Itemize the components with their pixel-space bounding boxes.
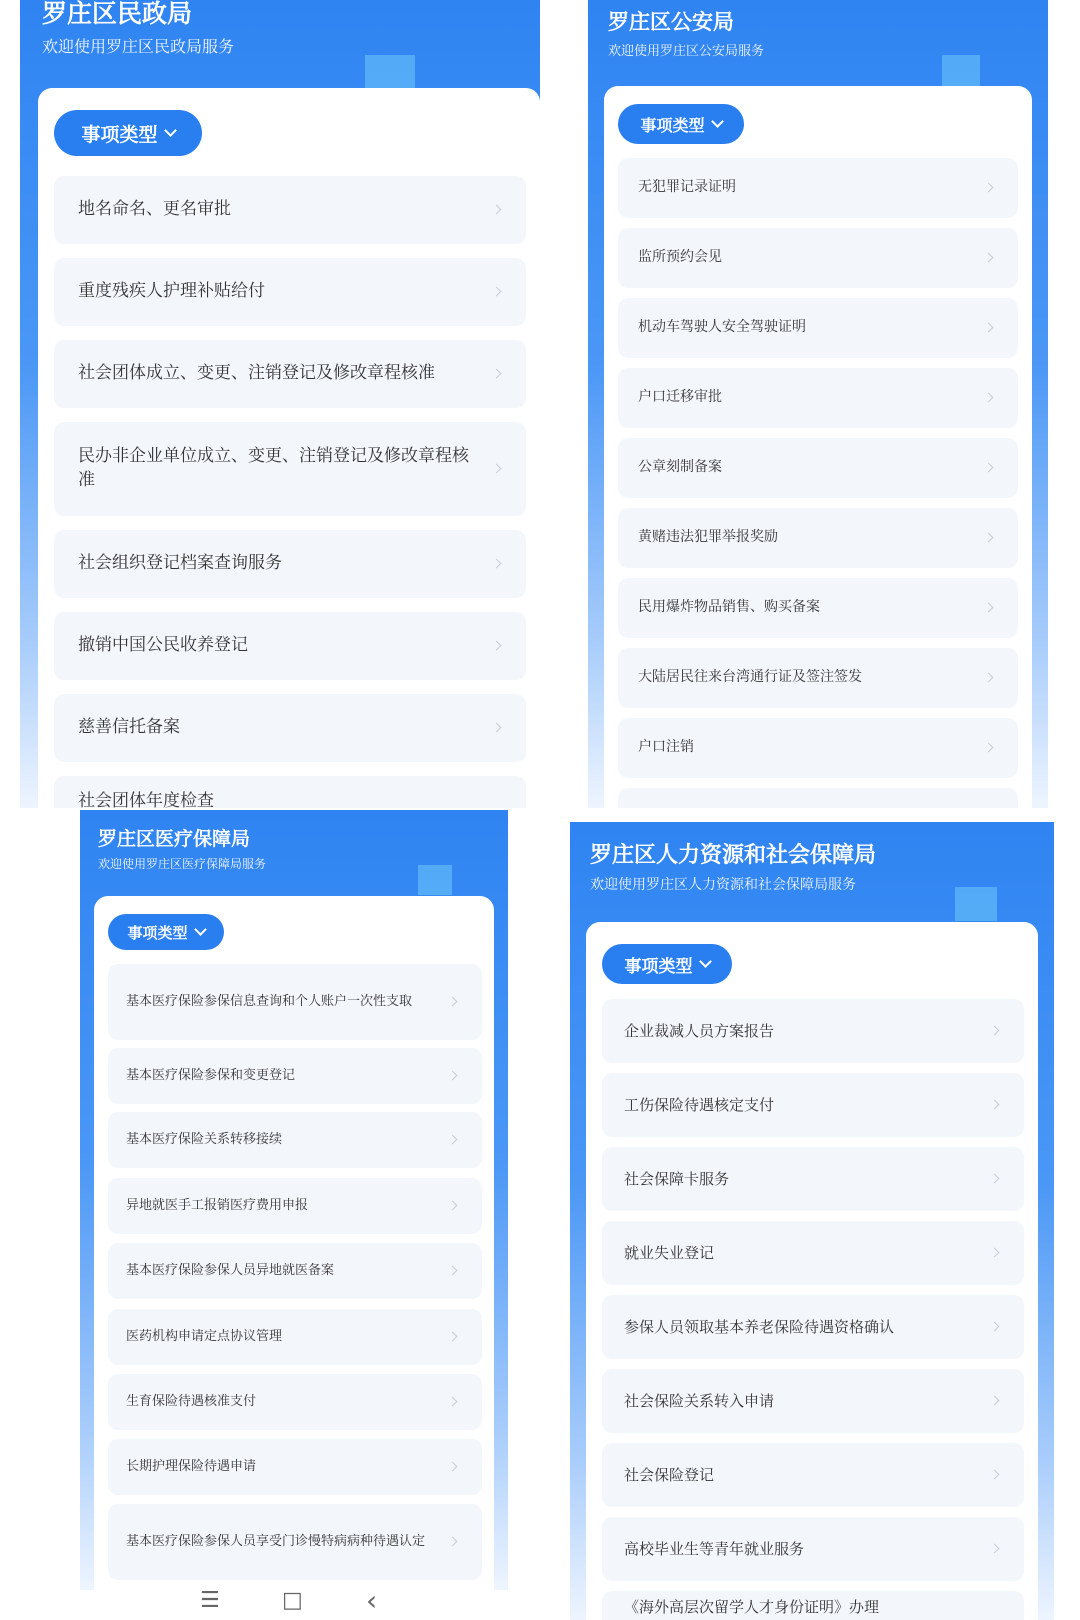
page-subtitle: 欢迎使用罗庄区人力资源和社会保障局服务	[590, 877, 856, 893]
filter-label: 事项类型	[127, 923, 188, 942]
filter-chip[interactable]	[54, 110, 202, 156]
chevron-right-icon	[984, 533, 994, 543]
item-label: 社会团体成立、变更、注销登记及修改章程核准	[78, 363, 435, 384]
list-item[interactable]	[108, 1112, 482, 1168]
list-item[interactable]	[602, 1147, 1024, 1211]
list-item[interactable]	[602, 1517, 1024, 1581]
item-label: 医药机构申请定点协议管理	[126, 1328, 283, 1344]
menu-icon[interactable]: ☰	[200, 1588, 220, 1613]
item-label: 民用爆炸物品销售、购买备案	[638, 599, 820, 616]
chevron-right-icon	[984, 673, 994, 683]
chevron-right-icon	[492, 723, 502, 733]
item-label: 慈善信托备案	[78, 717, 180, 738]
item-label: 生育保险待遇核准支付	[126, 1393, 257, 1409]
item-label: 社会保障卡服务	[624, 1169, 730, 1188]
chevron-right-icon	[448, 1397, 458, 1407]
panel-medical-security	[80, 810, 508, 1590]
item-label: 异地就医手工报销医疗费用申报	[126, 1197, 309, 1213]
service-card	[604, 86, 1032, 808]
item-label: 基本医疗保险参保人员异地就医备案	[126, 1262, 335, 1278]
list-item[interactable]	[108, 1439, 482, 1495]
list-item[interactable]	[602, 1295, 1024, 1359]
item-label: 高校毕业生等青年就业服务	[624, 1539, 805, 1558]
item-label: 基本医疗保险参保信息查询和个人账户一次性支取	[126, 993, 413, 1009]
item-label: 就业失业登记	[624, 1243, 715, 1262]
item-label: 企业裁减人员方案报告	[624, 1021, 775, 1040]
decoration	[418, 865, 452, 895]
list-item[interactable]	[602, 1443, 1024, 1507]
chevron-right-icon	[990, 1100, 1000, 1110]
list-item[interactable]	[108, 1504, 482, 1580]
list-item[interactable]	[108, 1243, 482, 1299]
list-item[interactable]	[54, 530, 526, 598]
filter-chip[interactable]	[108, 914, 224, 950]
list-item[interactable]	[602, 999, 1024, 1063]
chevron-right-icon	[448, 997, 458, 1007]
item-label: 工伤保险待遇核定支付	[624, 1095, 775, 1114]
chevron-right-icon	[990, 1026, 1000, 1036]
chevron-right-icon	[984, 183, 994, 193]
item-label: 参保人员领取基本养老保险待遇资格确认	[624, 1317, 895, 1336]
chevron-right-icon	[984, 743, 994, 753]
item-label: 大陆居民往来台湾通行证及签注签发	[638, 669, 862, 686]
chevron-right-icon	[984, 463, 994, 473]
chevron-right-icon	[448, 1266, 458, 1276]
list-item[interactable]	[618, 508, 1018, 568]
chevron-right-icon	[448, 1135, 458, 1145]
chevron-right-icon	[448, 1462, 458, 1472]
item-label: 基本医疗保险关系转移接续	[126, 1131, 283, 1147]
decoration	[942, 55, 980, 87]
item-label: 地名命名、更名审批	[78, 199, 231, 220]
page-subtitle: 欢迎使用罗庄区医疗保障局服务	[98, 857, 267, 871]
item-label: 社会保险关系转入申请	[624, 1391, 775, 1410]
chevron-right-icon	[492, 641, 502, 651]
item-label: 重度残疾人护理补贴给付	[78, 281, 265, 302]
chevron-right-icon	[984, 603, 994, 613]
chevron-right-icon	[990, 1248, 1000, 1258]
service-card	[94, 896, 494, 1590]
item-label: 基本医疗保险参保人员享受门诊慢特病病种待遇认定	[126, 1533, 426, 1549]
chevron-right-icon	[492, 369, 502, 379]
chevron-right-icon	[984, 253, 994, 263]
chevron-down-icon	[699, 955, 712, 968]
page-title: 罗庄区公安局	[608, 10, 734, 34]
list-item[interactable]	[618, 438, 1018, 498]
chevron-right-icon	[448, 1332, 458, 1342]
list-item[interactable]	[618, 158, 1018, 218]
chevron-right-icon	[990, 1322, 1000, 1332]
list-item[interactable]	[54, 694, 526, 762]
chevron-right-icon	[990, 1470, 1000, 1480]
list-item[interactable]	[618, 788, 1018, 808]
chevron-right-icon	[492, 464, 502, 474]
filter-label: 事项类型	[640, 115, 705, 135]
chevron-right-icon	[984, 323, 994, 333]
chevron-down-icon	[164, 124, 177, 137]
list-item[interactable]	[602, 1221, 1024, 1285]
list-item[interactable]	[54, 258, 526, 326]
item-label: 户口注销	[638, 739, 694, 756]
filter-label: 事项类型	[81, 123, 158, 146]
chevron-right-icon	[990, 1396, 1000, 1406]
item-label: 长期护理保险待遇申请	[126, 1458, 257, 1474]
chevron-down-icon	[194, 923, 207, 936]
page-title: 罗庄区人力资源和社会保障局	[590, 843, 877, 868]
item-label: 无犯罪记录证明	[638, 179, 736, 196]
list-item[interactable]	[108, 1309, 482, 1365]
list-item[interactable]	[602, 1591, 1024, 1620]
service-card	[586, 922, 1038, 1620]
back-icon[interactable]: ‹	[366, 1584, 378, 1617]
list-item[interactable]	[108, 1374, 482, 1430]
list-item[interactable]	[618, 648, 1018, 708]
chevron-right-icon	[492, 559, 502, 569]
list-item[interactable]	[618, 228, 1018, 288]
item-label: 社会团体年度检查	[78, 791, 214, 808]
list-item[interactable]	[602, 1369, 1024, 1433]
filter-chip[interactable]	[602, 944, 732, 984]
list-item[interactable]	[108, 1048, 482, 1104]
decoration	[955, 887, 997, 921]
item-label: 监所预约会见	[638, 249, 722, 266]
item-label: 《海外高层次留学人才身份证明》办理	[624, 1598, 880, 1616]
page-subtitle: 欢迎使用罗庄区公安局服务	[608, 44, 765, 59]
item-label: 公章刻制备案	[638, 459, 722, 476]
filter-chip[interactable]	[618, 104, 744, 144]
service-card	[38, 88, 540, 808]
list-item[interactable]	[618, 578, 1018, 638]
list-item[interactable]	[54, 422, 526, 516]
chevron-right-icon	[448, 1201, 458, 1211]
chevron-right-icon	[990, 1544, 1000, 1554]
panel-human-resources	[570, 822, 1054, 1620]
page-title: 罗庄区医疗保障局	[98, 828, 251, 850]
list-item[interactable]	[54, 176, 526, 244]
chevron-right-icon	[984, 393, 994, 403]
list-item[interactable]	[602, 1073, 1024, 1137]
item-label: 机动车驾驶人安全驾驶证明	[638, 319, 806, 336]
list-item[interactable]	[54, 340, 526, 408]
system-nav-bar	[80, 1584, 508, 1620]
list-item[interactable]	[618, 298, 1018, 358]
home-icon[interactable]: □	[282, 1588, 303, 1613]
list-item[interactable]	[54, 612, 526, 680]
list-item[interactable]	[618, 718, 1018, 778]
item-label: 黄赌违法犯罪举报奖励	[638, 529, 778, 546]
item-label: 社会保险登记	[624, 1465, 715, 1484]
chevron-right-icon	[448, 1071, 458, 1081]
item-label: 户口迁移审批	[638, 389, 722, 406]
item-label: 社会组织登记档案查询服务	[78, 553, 282, 574]
panel-civil-affairs	[20, 0, 540, 808]
list-item[interactable]	[108, 1178, 482, 1234]
page-subtitle: 欢迎使用罗庄区民政局服务	[42, 37, 235, 56]
panel-public-security	[588, 0, 1048, 808]
chevron-right-icon	[448, 1537, 458, 1547]
list-item[interactable]	[108, 964, 482, 1040]
page-title: 罗庄区民政局	[42, 0, 193, 28]
chevron-right-icon	[492, 287, 502, 297]
list-item[interactable]	[618, 368, 1018, 428]
item-label: 基本医疗保险参保和变更登记	[126, 1067, 296, 1083]
item-label: 民办非企业单位成立、变更、注销登记及修改章程核准	[78, 446, 469, 490]
list-item[interactable]	[54, 776, 526, 808]
filter-label: 事项类型	[624, 956, 693, 977]
chevron-right-icon	[990, 1174, 1000, 1184]
chevron-right-icon	[492, 205, 502, 215]
chevron-down-icon	[711, 115, 724, 128]
item-label: 撤销中国公民收养登记	[78, 635, 248, 656]
